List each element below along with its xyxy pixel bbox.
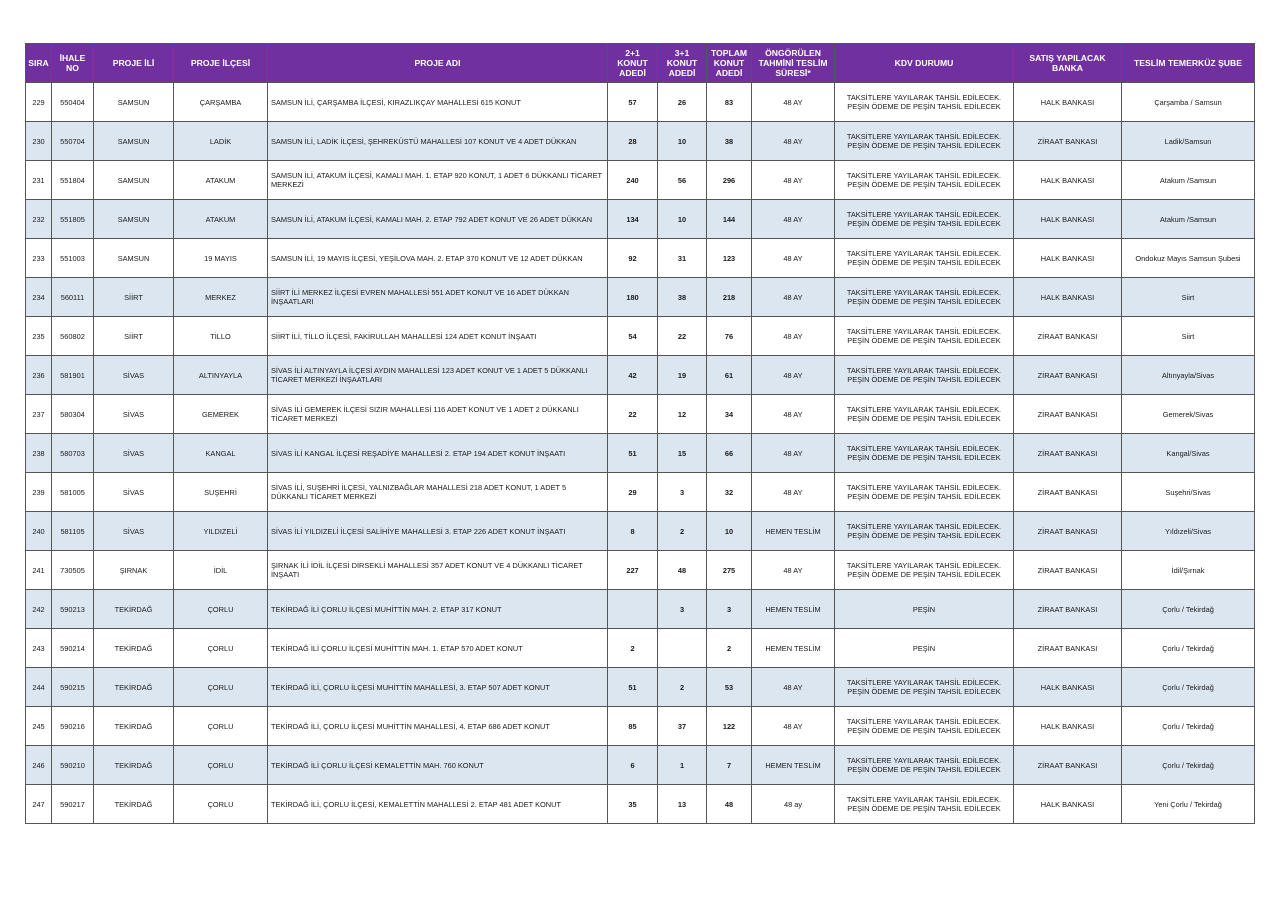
cell-teslim-sube: Suşehri/Sivas	[1122, 473, 1255, 512]
cell-teslim-sube: Atakum /Samsun	[1122, 161, 1255, 200]
cell-proje-ilcesi: ÇORLU	[174, 785, 268, 824]
cell-proje-ili: TEKİRDAĞ	[94, 629, 174, 668]
cell-sira: 233	[26, 239, 52, 278]
cell-sira: 229	[26, 83, 52, 122]
cell-konut-2-1: 51	[608, 434, 658, 473]
cell-proje-ilcesi: ÇORLU	[174, 746, 268, 785]
cell-satis-banka: ZİRAAT BANKASI	[1014, 512, 1122, 551]
cell-proje-ili: TEKİRDAĞ	[94, 707, 174, 746]
table-body	[26, 83, 1255, 824]
cell-teslim-suresi: 48 AY	[752, 356, 835, 395]
header-proje-adi: PROJE ADI	[268, 44, 608, 83]
cell-sira: 235	[26, 317, 52, 356]
cell-ihale-no: 551805	[52, 200, 94, 239]
cell-proje-ili: SİVAS	[94, 434, 174, 473]
cell-proje-ili: SAMSUN	[94, 161, 174, 200]
cell-teslim-suresi: 48 AY	[752, 668, 835, 707]
cell-teslim-suresi: 48 AY	[752, 434, 835, 473]
cell-proje-adi: TEKİRDAĞ İLİ, ÇORLU İLÇESİ MUHİTTİN MAHALLESİ, 3. ETAP 507 ADET KONUT	[268, 668, 608, 707]
cell-toplam-konut: 7	[707, 746, 752, 785]
cell-toplam-konut: 34	[707, 395, 752, 434]
cell-proje-ilcesi: LADİK	[174, 122, 268, 161]
cell-proje-adi: TEKİRDAĞ İLİ, ÇORLU İLÇESİ, KEMALETTİN MAHALLESİ 2. ETAP 481 ADET KONUT	[268, 785, 608, 824]
cell-proje-ili: SİVAS	[94, 512, 174, 551]
cell-ihale-no: 590210	[52, 746, 94, 785]
cell-satis-banka: HALK BANKASI	[1014, 161, 1122, 200]
cell-kdv-durumu: TAKSİTLERE YAYILARAK TAHSİL EDİLECEK. PEŞİN ÖDEME DE PEŞİN TAHSİL EDİLECEK	[835, 551, 1014, 590]
cell-konut-3-1: 3	[658, 473, 707, 512]
cell-proje-ilcesi: ALTINYAYLA	[174, 356, 268, 395]
cell-sira: 240	[26, 512, 52, 551]
cell-ihale-no: 580703	[52, 434, 94, 473]
cell-ihale-no: 581105	[52, 512, 94, 551]
cell-toplam-konut: 144	[707, 200, 752, 239]
cell-kdv-durumu: TAKSİTLERE YAYILARAK TAHSİL EDİLECEK. PEŞİN ÖDEME DE PEŞİN TAHSİL EDİLECEK	[835, 707, 1014, 746]
cell-proje-ili: SAMSUN	[94, 239, 174, 278]
cell-ihale-no: 560802	[52, 317, 94, 356]
project-table	[25, 43, 1255, 824]
cell-satis-banka: ZİRAAT BANKASI	[1014, 590, 1122, 629]
cell-teslim-suresi: 48 ay	[752, 785, 835, 824]
cell-konut-2-1: 57	[608, 83, 658, 122]
cell-proje-ili: SAMSUN	[94, 200, 174, 239]
cell-sira: 242	[26, 590, 52, 629]
cell-konut-3-1: 48	[658, 551, 707, 590]
cell-teslim-sube: Çorlu / Tekirdağ	[1122, 590, 1255, 629]
header-proje-ilcesi: PROJE İLÇESİ	[174, 44, 268, 83]
cell-teslim-sube: Ondokuz Mayıs Samsun Şubesi	[1122, 239, 1255, 278]
cell-toplam-konut: 10	[707, 512, 752, 551]
cell-proje-adi: TEKİRDAĞ İLİ ÇORLU İLÇESİ MUHİTTİN MAH. 1. ETAP 570 ADET KONUT	[268, 629, 608, 668]
cell-ihale-no: 580304	[52, 395, 94, 434]
cell-proje-ili: ŞIRNAK	[94, 551, 174, 590]
cell-proje-ilcesi: GEMEREK	[174, 395, 268, 434]
table-row	[26, 473, 1255, 512]
table-row	[26, 395, 1255, 434]
cell-proje-ili: SİVAS	[94, 473, 174, 512]
cell-teslim-suresi: HEMEN TESLİM	[752, 629, 835, 668]
cell-teslim-suresi: HEMEN TESLİM	[752, 746, 835, 785]
cell-konut-3-1: 3	[658, 590, 707, 629]
cell-konut-3-1: 19	[658, 356, 707, 395]
cell-proje-adi: TEKİRDAĞ İLİ ÇORLU İLÇESİ MUHİTTİN MAH. 2. ETAP 317 KONUT	[268, 590, 608, 629]
cell-satis-banka: ZİRAAT BANKASI	[1014, 629, 1122, 668]
cell-kdv-durumu: TAKSİTLERE YAYILARAK TAHSİL EDİLECEK. PEŞİN ÖDEME DE PEŞİN TAHSİL EDİLECEK	[835, 473, 1014, 512]
cell-konut-3-1: 12	[658, 395, 707, 434]
cell-kdv-durumu: TAKSİTLERE YAYILARAK TAHSİL EDİLECEK. PEŞİN ÖDEME DE PEŞİN TAHSİL EDİLECEK	[835, 434, 1014, 473]
cell-proje-ili: TEKİRDAĞ	[94, 746, 174, 785]
header-konut-3-1: 3+1 KONUT ADEDİ	[658, 44, 707, 83]
cell-teslim-sube: Atakum /Samsun	[1122, 200, 1255, 239]
cell-satis-banka: ZİRAAT BANKASI	[1014, 122, 1122, 161]
cell-ihale-no: 590217	[52, 785, 94, 824]
cell-kdv-durumu: TAKSİTLERE YAYILARAK TAHSİL EDİLECEK. PEŞİN ÖDEME DE PEŞİN TAHSİL EDİLECEK	[835, 239, 1014, 278]
cell-proje-ilcesi: ÇORLU	[174, 629, 268, 668]
cell-proje-adi: TEKİRDAĞ İLİ ÇORLU İLÇESİ KEMALETTİN MAH. 760 KONUT	[268, 746, 608, 785]
cell-satis-banka: ZİRAAT BANKASI	[1014, 473, 1122, 512]
cell-konut-3-1: 2	[658, 512, 707, 551]
cell-sira: 236	[26, 356, 52, 395]
cell-konut-2-1: 227	[608, 551, 658, 590]
cell-konut-3-1: 15	[658, 434, 707, 473]
cell-toplam-konut: 275	[707, 551, 752, 590]
table-row	[26, 629, 1255, 668]
cell-konut-2-1: 29	[608, 473, 658, 512]
cell-proje-ili: SAMSUN	[94, 83, 174, 122]
cell-proje-ili: TEKİRDAĞ	[94, 785, 174, 824]
cell-sira: 247	[26, 785, 52, 824]
cell-proje-ili: SAMSUN	[94, 122, 174, 161]
cell-konut-2-1: 180	[608, 278, 658, 317]
cell-konut-2-1: 240	[608, 161, 658, 200]
table-row	[26, 434, 1255, 473]
cell-proje-adi: SİVAS İLİ GEMEREK İLÇESİ SIZIR MAHALLESİ 116 ADET KONUT VE 1 ADET 2 DÜKKANLI TİCARET MERKEZİ	[268, 395, 608, 434]
cell-kdv-durumu: TAKSİTLERE YAYILARAK TAHSİL EDİLECEK. PEŞİN ÖDEME DE PEŞİN TAHSİL EDİLECEK	[835, 746, 1014, 785]
header-toplam-konut: TOPLAM KONUT ADEDİ	[707, 44, 752, 83]
table-row	[26, 512, 1255, 551]
cell-teslim-sube: Altınyayla/Sivas	[1122, 356, 1255, 395]
cell-satis-banka: HALK BANKASI	[1014, 239, 1122, 278]
cell-teslim-suresi: 48 AY	[752, 161, 835, 200]
header-satis-banka: SATIŞ YAPILACAK BANKA	[1014, 44, 1122, 83]
cell-proje-ilcesi: ÇORLU	[174, 707, 268, 746]
cell-konut-3-1: 22	[658, 317, 707, 356]
table-row	[26, 590, 1255, 629]
table-row	[26, 122, 1255, 161]
cell-konut-2-1: 134	[608, 200, 658, 239]
cell-proje-adi: SİİRT İLİ MERKEZ İLÇESİ EVREN MAHALLESİ 551 ADET KONUT VE 16 ADET DÜKKAN İNŞAATLARI	[268, 278, 608, 317]
cell-proje-adi: SAMSUN İLİ, ATAKUM İLÇESİ, KAMALI MAH. 2. ETAP 792 ADET KONUT VE 26 ADET DÜKKAN	[268, 200, 608, 239]
cell-konut-2-1: 6	[608, 746, 658, 785]
cell-teslim-sube: Yıldızeli/Sivas	[1122, 512, 1255, 551]
cell-sira: 232	[26, 200, 52, 239]
cell-toplam-konut: 32	[707, 473, 752, 512]
table-row	[26, 356, 1255, 395]
cell-teslim-sube: Siirt	[1122, 317, 1255, 356]
cell-kdv-durumu: TAKSİTLERE YAYILARAK TAHSİL EDİLECEK. PEŞİN ÖDEME DE PEŞİN TAHSİL EDİLECEK	[835, 512, 1014, 551]
cell-proje-ilcesi: KANGAL	[174, 434, 268, 473]
cell-konut-2-1: 35	[608, 785, 658, 824]
cell-proje-ili: TEKİRDAĞ	[94, 668, 174, 707]
cell-kdv-durumu: TAKSİTLERE YAYILARAK TAHSİL EDİLECEK. PEŞİN ÖDEME DE PEŞİN TAHSİL EDİLECEK	[835, 161, 1014, 200]
cell-teslim-suresi: HEMEN TESLİM	[752, 590, 835, 629]
cell-proje-ilcesi: ÇORLU	[174, 668, 268, 707]
cell-toplam-konut: 122	[707, 707, 752, 746]
cell-konut-2-1: 85	[608, 707, 658, 746]
cell-konut-3-1: 10	[658, 122, 707, 161]
cell-teslim-sube: Çorlu / Tekirdağ	[1122, 746, 1255, 785]
cell-proje-adi: SİVAS İLİ YILDIZELİ İLÇESİ SALİHİYE MAHALLESİ 3. ETAP 226 ADET KONUT İNŞAATI	[268, 512, 608, 551]
header-teslim-suresi: ÖNGÖRÜLEN TAHMİNİ TESLİM SÜRESİ*	[752, 44, 835, 83]
cell-konut-2-1: 92	[608, 239, 658, 278]
cell-teslim-suresi: 48 AY	[752, 473, 835, 512]
cell-kdv-durumu: TAKSİTLERE YAYILARAK TAHSİL EDİLECEK. PEŞİN ÖDEME DE PEŞİN TAHSİL EDİLECEK	[835, 395, 1014, 434]
cell-kdv-durumu: TAKSİTLERE YAYILARAK TAHSİL EDİLECEK. PEŞİN ÖDEME DE PEŞİN TAHSİL EDİLECEK	[835, 278, 1014, 317]
cell-toplam-konut: 2	[707, 629, 752, 668]
header-teslim-sube: TESLİM TEMERKÜZ ŞUBE	[1122, 44, 1255, 83]
cell-proje-adi: SAMSUN İLİ, 19 MAYIS İLÇESİ, YEŞİLOVA MAH. 2. ETAP 370 KONUT VE 12 ADET DÜKKAN	[268, 239, 608, 278]
cell-proje-adi: TEKİRDAĞ İLİ, ÇORLU İLÇESİ MUHİTTİN MAHALLESİ, 4. ETAP 686 ADET KONUT	[268, 707, 608, 746]
cell-teslim-sube: Çorlu / Tekirdağ	[1122, 629, 1255, 668]
table-row	[26, 746, 1255, 785]
cell-proje-ilcesi: ATAKUM	[174, 200, 268, 239]
cell-teslim-suresi: 48 AY	[752, 200, 835, 239]
cell-toplam-konut: 83	[707, 83, 752, 122]
cell-toplam-konut: 3	[707, 590, 752, 629]
table-row	[26, 200, 1255, 239]
cell-kdv-durumu: TAKSİTLERE YAYILARAK TAHSİL EDİLECEK. PEŞİN ÖDEME DE PEŞİN TAHSİL EDİLECEK	[835, 785, 1014, 824]
cell-ihale-no: 590215	[52, 668, 94, 707]
table-row	[26, 278, 1255, 317]
table-row	[26, 161, 1255, 200]
cell-toplam-konut: 76	[707, 317, 752, 356]
cell-konut-2-1	[608, 590, 658, 629]
cell-satis-banka: HALK BANKASI	[1014, 785, 1122, 824]
cell-teslim-suresi: HEMEN TESLİM	[752, 512, 835, 551]
cell-proje-adi: SAMSUN İLİ, ATAKUM İLÇESİ, KAMALI MAH. 1. ETAP 920 KONUT, 1 ADET 6 DÜKKANLI TİCARET MERKEZİ	[268, 161, 608, 200]
cell-toplam-konut: 218	[707, 278, 752, 317]
cell-toplam-konut: 66	[707, 434, 752, 473]
cell-satis-banka: ZİRAAT BANKASI	[1014, 395, 1122, 434]
cell-teslim-sube: Kangal/Sivas	[1122, 434, 1255, 473]
cell-kdv-durumu: TAKSİTLERE YAYILARAK TAHSİL EDİLECEK. PEŞİN ÖDEME DE PEŞİN TAHSİL EDİLECEK	[835, 356, 1014, 395]
cell-teslim-sube: Çarşamba / Samsun	[1122, 83, 1255, 122]
cell-sira: 245	[26, 707, 52, 746]
cell-konut-3-1: 37	[658, 707, 707, 746]
table-row	[26, 317, 1255, 356]
cell-ihale-no: 590216	[52, 707, 94, 746]
cell-satis-banka: HALK BANKASI	[1014, 668, 1122, 707]
cell-teslim-suresi: 48 AY	[752, 278, 835, 317]
cell-ihale-no: 590214	[52, 629, 94, 668]
cell-konut-3-1: 31	[658, 239, 707, 278]
cell-toplam-konut: 296	[707, 161, 752, 200]
cell-proje-ili: SİİRT	[94, 278, 174, 317]
table-row	[26, 239, 1255, 278]
cell-sira: 244	[26, 668, 52, 707]
cell-konut-3-1: 38	[658, 278, 707, 317]
cell-teslim-sube: İdil/Şırnak	[1122, 551, 1255, 590]
cell-konut-2-1: 28	[608, 122, 658, 161]
table-row	[26, 785, 1255, 824]
cell-konut-2-1: 42	[608, 356, 658, 395]
cell-ihale-no: 590213	[52, 590, 94, 629]
cell-teslim-sube: Siirt	[1122, 278, 1255, 317]
cell-kdv-durumu: TAKSİTLERE YAYILARAK TAHSİL EDİLECEK. PEŞİN ÖDEME DE PEŞİN TAHSİL EDİLECEK	[835, 122, 1014, 161]
cell-teslim-suresi: 48 AY	[752, 83, 835, 122]
cell-ihale-no: 550404	[52, 83, 94, 122]
cell-proje-adi: SİVAS İLİ, SUŞEHRİ İLÇESİ, YALNIZBAĞLAR MAHALLESİ 218 ADET KONUT, 1 ADET 5 DÜKKANLI TİCARET MERKEZİ	[268, 473, 608, 512]
cell-konut-2-1: 51	[608, 668, 658, 707]
cell-sira: 243	[26, 629, 52, 668]
cell-proje-ilcesi: TİLLO	[174, 317, 268, 356]
cell-proje-adi: SİVAS İLİ ALTINYAYLA İLÇESİ AYDIN MAHALLESİ 123 ADET KONUT VE 1 ADET 5 DÜKKANLI TİCARET MERKEZİ İNŞAATLARI	[268, 356, 608, 395]
cell-toplam-konut: 48	[707, 785, 752, 824]
cell-konut-3-1	[658, 629, 707, 668]
cell-satis-banka: HALK BANKASI	[1014, 707, 1122, 746]
cell-sira: 239	[26, 473, 52, 512]
cell-teslim-sube: Ladik/Samsun	[1122, 122, 1255, 161]
cell-toplam-konut: 38	[707, 122, 752, 161]
cell-proje-ilcesi: ÇARŞAMBA	[174, 83, 268, 122]
table-row	[26, 83, 1255, 122]
cell-satis-banka: ZİRAAT BANKASI	[1014, 356, 1122, 395]
cell-proje-adi: SİİRT İLİ, TİLLO İLÇESİ, FAKİRULLAH MAHALLESİ 124 ADET KONUT İNŞAATI	[268, 317, 608, 356]
cell-konut-3-1: 10	[658, 200, 707, 239]
header-proje-ili: PROJE İLİ	[94, 44, 174, 83]
cell-ihale-no: 730505	[52, 551, 94, 590]
cell-proje-adi: SAMSUN İLİ, ÇARŞAMBA İLÇESİ, KIRAZLIKÇAY MAHALLESİ 615 KONUT	[268, 83, 608, 122]
cell-proje-ilcesi: İDİL	[174, 551, 268, 590]
cell-proje-ili: TEKİRDAĞ	[94, 590, 174, 629]
cell-kdv-durumu: PEŞİN	[835, 590, 1014, 629]
cell-proje-ilcesi: YILDIZELİ	[174, 512, 268, 551]
cell-proje-ilcesi: 19 MAYIS	[174, 239, 268, 278]
cell-konut-2-1: 2	[608, 629, 658, 668]
cell-konut-2-1: 22	[608, 395, 658, 434]
cell-satis-banka: HALK BANKASI	[1014, 200, 1122, 239]
cell-satis-banka: HALK BANKASI	[1014, 278, 1122, 317]
cell-proje-adi: SİVAS İLİ KANGAL İLÇESİ REŞADİYE MAHALLESİ 2. ETAP 194 ADET KONUT İNŞAATI	[268, 434, 608, 473]
cell-sira: 230	[26, 122, 52, 161]
cell-toplam-konut: 123	[707, 239, 752, 278]
cell-toplam-konut: 61	[707, 356, 752, 395]
cell-teslim-sube: Yeni Çorlu / Tekirdağ	[1122, 785, 1255, 824]
cell-sira: 237	[26, 395, 52, 434]
cell-sira: 231	[26, 161, 52, 200]
cell-konut-3-1: 1	[658, 746, 707, 785]
cell-teslim-suresi: 48 AY	[752, 395, 835, 434]
table-header-row	[26, 44, 1255, 83]
cell-kdv-durumu: TAKSİTLERE YAYILARAK TAHSİL EDİLECEK. PEŞİN ÖDEME DE PEŞİN TAHSİL EDİLECEK	[835, 83, 1014, 122]
cell-kdv-durumu: TAKSİTLERE YAYILARAK TAHSİL EDİLECEK. PEŞİN ÖDEME DE PEŞİN TAHSİL EDİLECEK	[835, 317, 1014, 356]
cell-proje-ilcesi: ÇORLU	[174, 590, 268, 629]
cell-konut-2-1: 54	[608, 317, 658, 356]
cell-teslim-suresi: 48 AY	[752, 551, 835, 590]
cell-konut-3-1: 2	[658, 668, 707, 707]
cell-teslim-sube: Gemerek/Sivas	[1122, 395, 1255, 434]
header-ihale-no: İHALE NO	[52, 44, 94, 83]
header-kdv-durumu: KDV DURUMU	[835, 44, 1014, 83]
cell-satis-banka: ZİRAAT BANKASI	[1014, 434, 1122, 473]
cell-proje-ilcesi: SUŞEHRİ	[174, 473, 268, 512]
cell-konut-3-1: 13	[658, 785, 707, 824]
cell-toplam-konut: 53	[707, 668, 752, 707]
cell-konut-3-1: 26	[658, 83, 707, 122]
cell-proje-ilcesi: MERKEZ	[174, 278, 268, 317]
cell-teslim-sube: Çorlu / Tekirdağ	[1122, 707, 1255, 746]
cell-proje-adi: SAMSUN İLİ, LADİK İLÇESİ, ŞEHREKÜSTÜ MAHALLESİ 107 KONUT VE 4 ADET DÜKKAN	[268, 122, 608, 161]
cell-ihale-no: 551003	[52, 239, 94, 278]
table-row	[26, 551, 1255, 590]
cell-teslim-suresi: 48 AY	[752, 122, 835, 161]
cell-sira: 246	[26, 746, 52, 785]
table-row	[26, 707, 1255, 746]
cell-konut-2-1: 8	[608, 512, 658, 551]
cell-satis-banka: HALK BANKASI	[1014, 83, 1122, 122]
cell-konut-3-1: 56	[658, 161, 707, 200]
header-konut-2-1: 2+1 KONUT ADEDİ	[608, 44, 658, 83]
cell-ihale-no: 551804	[52, 161, 94, 200]
cell-sira: 241	[26, 551, 52, 590]
cell-sira: 238	[26, 434, 52, 473]
cell-kdv-durumu: PEŞİN	[835, 629, 1014, 668]
cell-proje-ilcesi: ATAKUM	[174, 161, 268, 200]
cell-proje-adi: ŞIRNAK İLİ İDİL İLÇESİ DİRSEKLİ MAHALLESİ 357 ADET KONUT VE 4 DÜKKANLI TİCARET İNŞAATI	[268, 551, 608, 590]
cell-ihale-no: 560111	[52, 278, 94, 317]
cell-proje-ili: SİİRT	[94, 317, 174, 356]
cell-ihale-no: 581005	[52, 473, 94, 512]
table-row	[26, 668, 1255, 707]
cell-satis-banka: ZİRAAT BANKASI	[1014, 746, 1122, 785]
cell-kdv-durumu: TAKSİTLERE YAYILARAK TAHSİL EDİLECEK. PEŞİN ÖDEME DE PEŞİN TAHSİL EDİLECEK	[835, 668, 1014, 707]
cell-proje-ili: SİVAS	[94, 356, 174, 395]
cell-teslim-suresi: 48 AY	[752, 707, 835, 746]
cell-proje-ili: SİVAS	[94, 395, 174, 434]
cell-kdv-durumu: TAKSİTLERE YAYILARAK TAHSİL EDİLECEK. PEŞİN ÖDEME DE PEŞİN TAHSİL EDİLECEK	[835, 200, 1014, 239]
project-table-sheet	[25, 43, 1254, 824]
cell-teslim-sube: Çorlu / Tekirdağ	[1122, 668, 1255, 707]
cell-satis-banka: ZİRAAT BANKASI	[1014, 551, 1122, 590]
cell-teslim-suresi: 48 AY	[752, 317, 835, 356]
cell-satis-banka: ZİRAAT BANKASI	[1014, 317, 1122, 356]
cell-ihale-no: 581901	[52, 356, 94, 395]
header-sira: SIRA	[26, 44, 52, 83]
cell-teslim-suresi: 48 AY	[752, 239, 835, 278]
cell-sira: 234	[26, 278, 52, 317]
cell-ihale-no: 550704	[52, 122, 94, 161]
